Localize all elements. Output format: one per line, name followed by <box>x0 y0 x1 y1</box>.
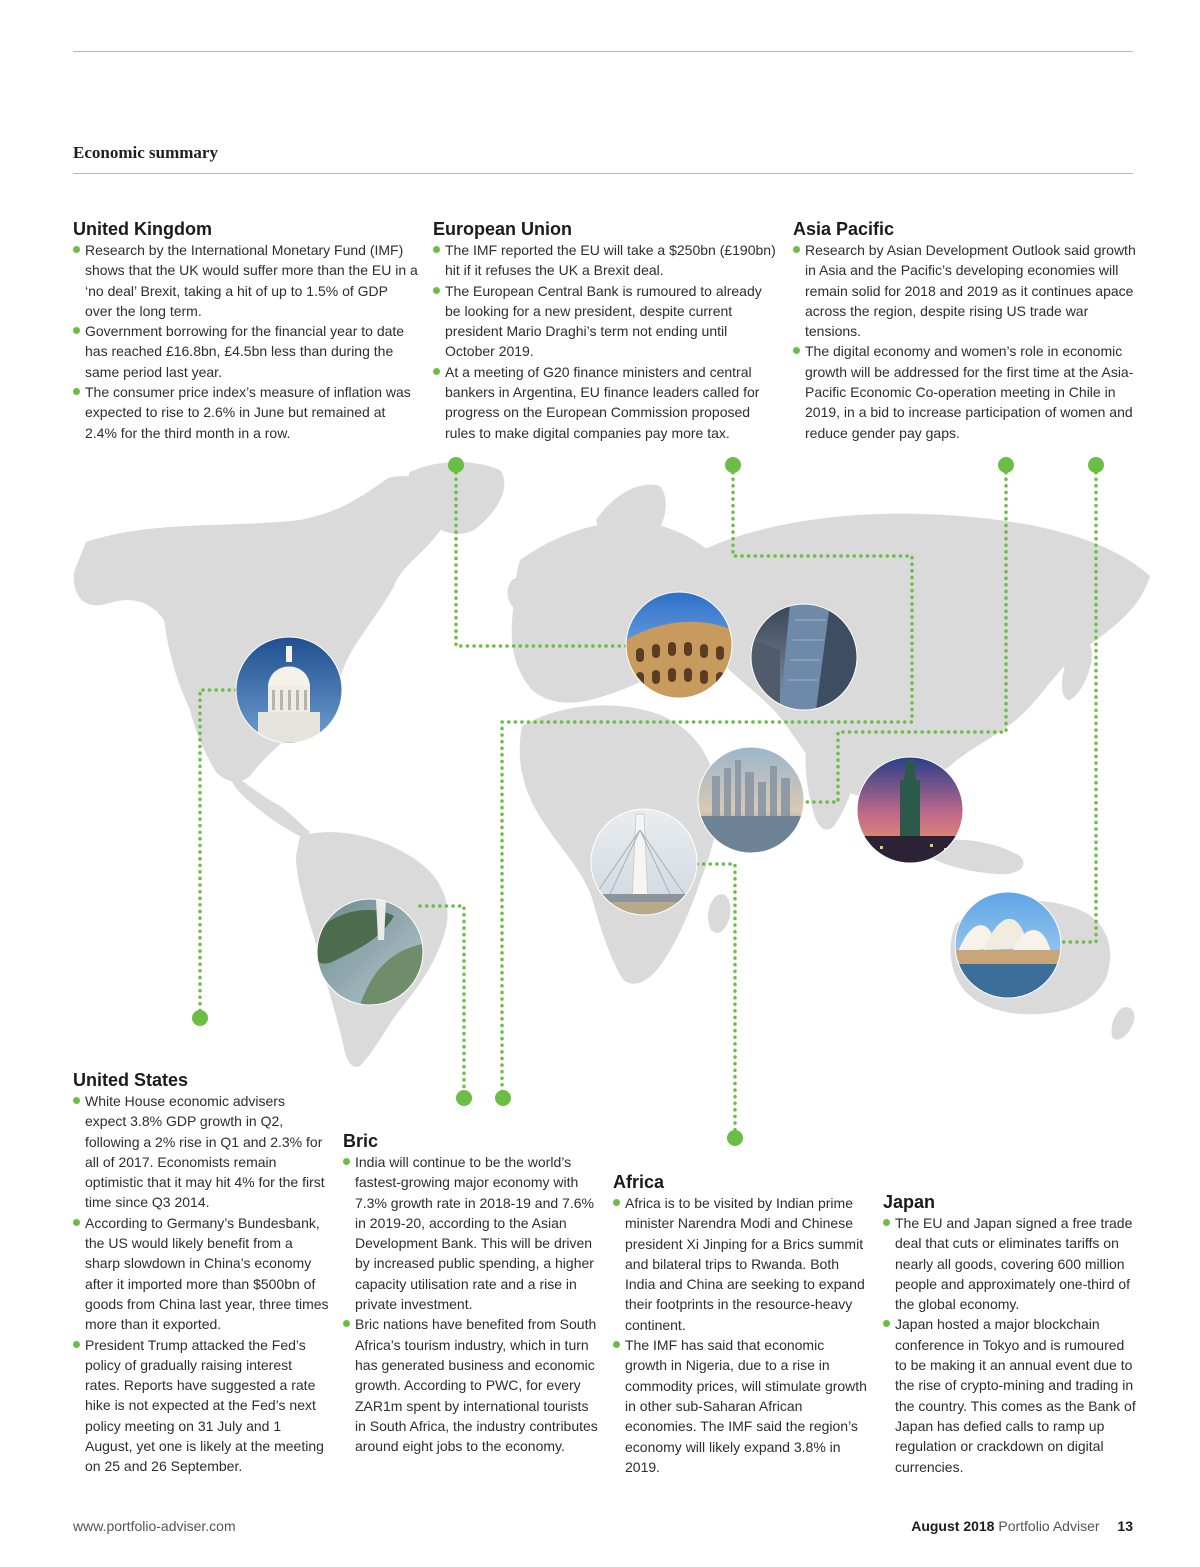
bullet-item: Bric nations have benefited from South Africa’s tourism industry, which in turn has generated business and economic growth. According to PWC, for every ZAR1m spent by international tourists in South Africa, the industry contributes around eight jobs to the economy. <box>343 1314 599 1456</box>
bullet-item: According to Germany’s Bundesbank, the US would likely benefit from a sharp slowdown in China’s economy after it imported more than $500bn of goods from China last year, three times more than it exported. <box>73 1213 329 1335</box>
region-title: European Union <box>433 219 572 239</box>
cable-bridge-photo <box>591 809 697 915</box>
region-uk <box>73 218 418 443</box>
region-asia-pacific <box>793 218 1138 443</box>
bullet-item: India will continue to be the world’s fastest-growing major economy with 7.3% growth rate in 2018-19 and 7.6% in 2019-20, according to the Asian Development Bank. This will be driven by increased public spending, a higher capacity utilisation rate and a rise in private investment. <box>343 1152 599 1314</box>
section-title: Economic summary <box>73 143 218 162</box>
bullet-item: Africa is to be visited by Indian prime minister Narendra Modi and Chinese president Xi Jinping for a Brics summit and bilateral trips to Rwanda. Both India and China are seeking to expand their footprints in the resource-heavy continent. <box>613 1193 869 1335</box>
sydney-opera-house-photo <box>955 892 1061 998</box>
bullet-item: At a meeting of G20 finance ministers and central bankers in Argentina, EU finance leaders called for progress on the European Commission proposed rules to make digital companies pay more tax. <box>433 362 778 443</box>
region-us <box>73 1069 329 1477</box>
bullet-item: Government borrowing for the financial year to date has reached £16.8bn, £4.5bn less than during the same period last year. <box>73 321 418 382</box>
footer-issue <box>911 1518 1133 1534</box>
region-eu <box>433 218 778 443</box>
colosseum-photo <box>626 592 732 700</box>
bullet-item: The European Central Bank is rumoured to already be looking for a new president, despite current president Mario Draghi’s term not ending until October 2019. <box>433 281 778 362</box>
bullet-list <box>73 240 418 443</box>
region-title: Bric <box>343 1131 379 1151</box>
bullet-item: The IMF has said that economic growth in Nigeria, due to a rise in commodity prices, will stimulate growth in other sub-Saharan African economies. The IMF said the region’s economy will likely expand 3.8% in 2019. <box>613 1335 869 1477</box>
capitol-dome-photo <box>236 637 342 743</box>
bullet-item: The consumer price index’s measure of inflation was expected to rise to 2.6% in June but remained at 2.4% for the third month in a row. <box>73 382 418 443</box>
footer-date: August 2018 <box>911 1518 995 1534</box>
bullet-item: White House economic advisers expect 3.8% GDP growth in Q2, following a 2% rise in Q1 and 2.3% for all of 2017. Economists remain optimistic that it may hit 4% for the first time since Q3 2014. <box>73 1091 329 1213</box>
page-number: 13 <box>1117 1518 1133 1534</box>
region-japan <box>883 1191 1139 1477</box>
bullet-list <box>613 1193 869 1477</box>
region-title: Asia Pacific <box>793 219 895 239</box>
bullet-list <box>433 240 778 443</box>
skyscrapers-photo <box>751 604 857 710</box>
bullet-item: Japan hosted a major blockchain conference in Tokyo and is rumoured to be making it an annual event due to the rise of crypto-mining and trading in the country. This comes as the Bank of Japan has defied calls to ramp up regulation or crackdown on digital currencies. <box>883 1314 1139 1476</box>
bullet-list <box>73 1091 329 1477</box>
bullet-item: President Trump attacked the Fed’s policy of gradually raising interest rates. Reports have suggested a rate hike is not expected at the Fed’s next policy meeting on 31 July and 1 August, yet one is likely at the meeting on 25 and 26 September. <box>73 1335 329 1477</box>
bullet-item: Research by Asian Development Outlook said growth in Asia and the Pacific’s developing economies will remain solid for 2018 and 2019 as it continues apace across the region, despite rising US trade war tensions. <box>793 240 1138 341</box>
world-map <box>0 440 1200 1160</box>
bullet-item: Research by the International Monetary Fund (IMF) shows that the UK would suffer more than the EU in a ‘no deal’ Brexit, taking a hit of up to 1.5% of GDP over the long term. <box>73 240 418 321</box>
footer-url[interactable]: www.portfolio-adviser.com <box>73 1518 236 1534</box>
region-title: United States <box>73 1070 189 1090</box>
dubai-skyline-photo <box>698 747 804 853</box>
taipei-101-photo <box>857 757 963 863</box>
region-bric <box>343 1130 599 1456</box>
bullet-item: The EU and Japan signed a free trade deal that cuts or eliminates tariffs on nearly all goods, covering 600 million people and approximately one-third of the global economy. <box>883 1213 1139 1314</box>
top-rule <box>73 51 1133 52</box>
region-title: United Kingdom <box>73 219 212 239</box>
bullet-list <box>883 1213 1139 1477</box>
section-rule <box>73 173 1133 174</box>
region-africa <box>613 1171 869 1477</box>
region-title: Africa <box>613 1172 665 1192</box>
rio-coastline-photo <box>317 899 423 1005</box>
region-title: Japan <box>883 1192 936 1212</box>
footer-publication: Portfolio Adviser <box>998 1518 1100 1534</box>
bullet-list <box>343 1152 599 1456</box>
bullet-item: The digital economy and women’s role in economic growth will be addressed for the first time at the Asia-Pacific Economic Co-operation meeting in Chile in 2019, in a bid to increase participation of women and reduce gender pay gaps. <box>793 341 1138 442</box>
bullet-item: The IMF reported the EU will take a $250bn (£190bn) hit if it refuses the UK a Brexit deal. <box>433 240 778 281</box>
bullet-list <box>793 240 1138 443</box>
